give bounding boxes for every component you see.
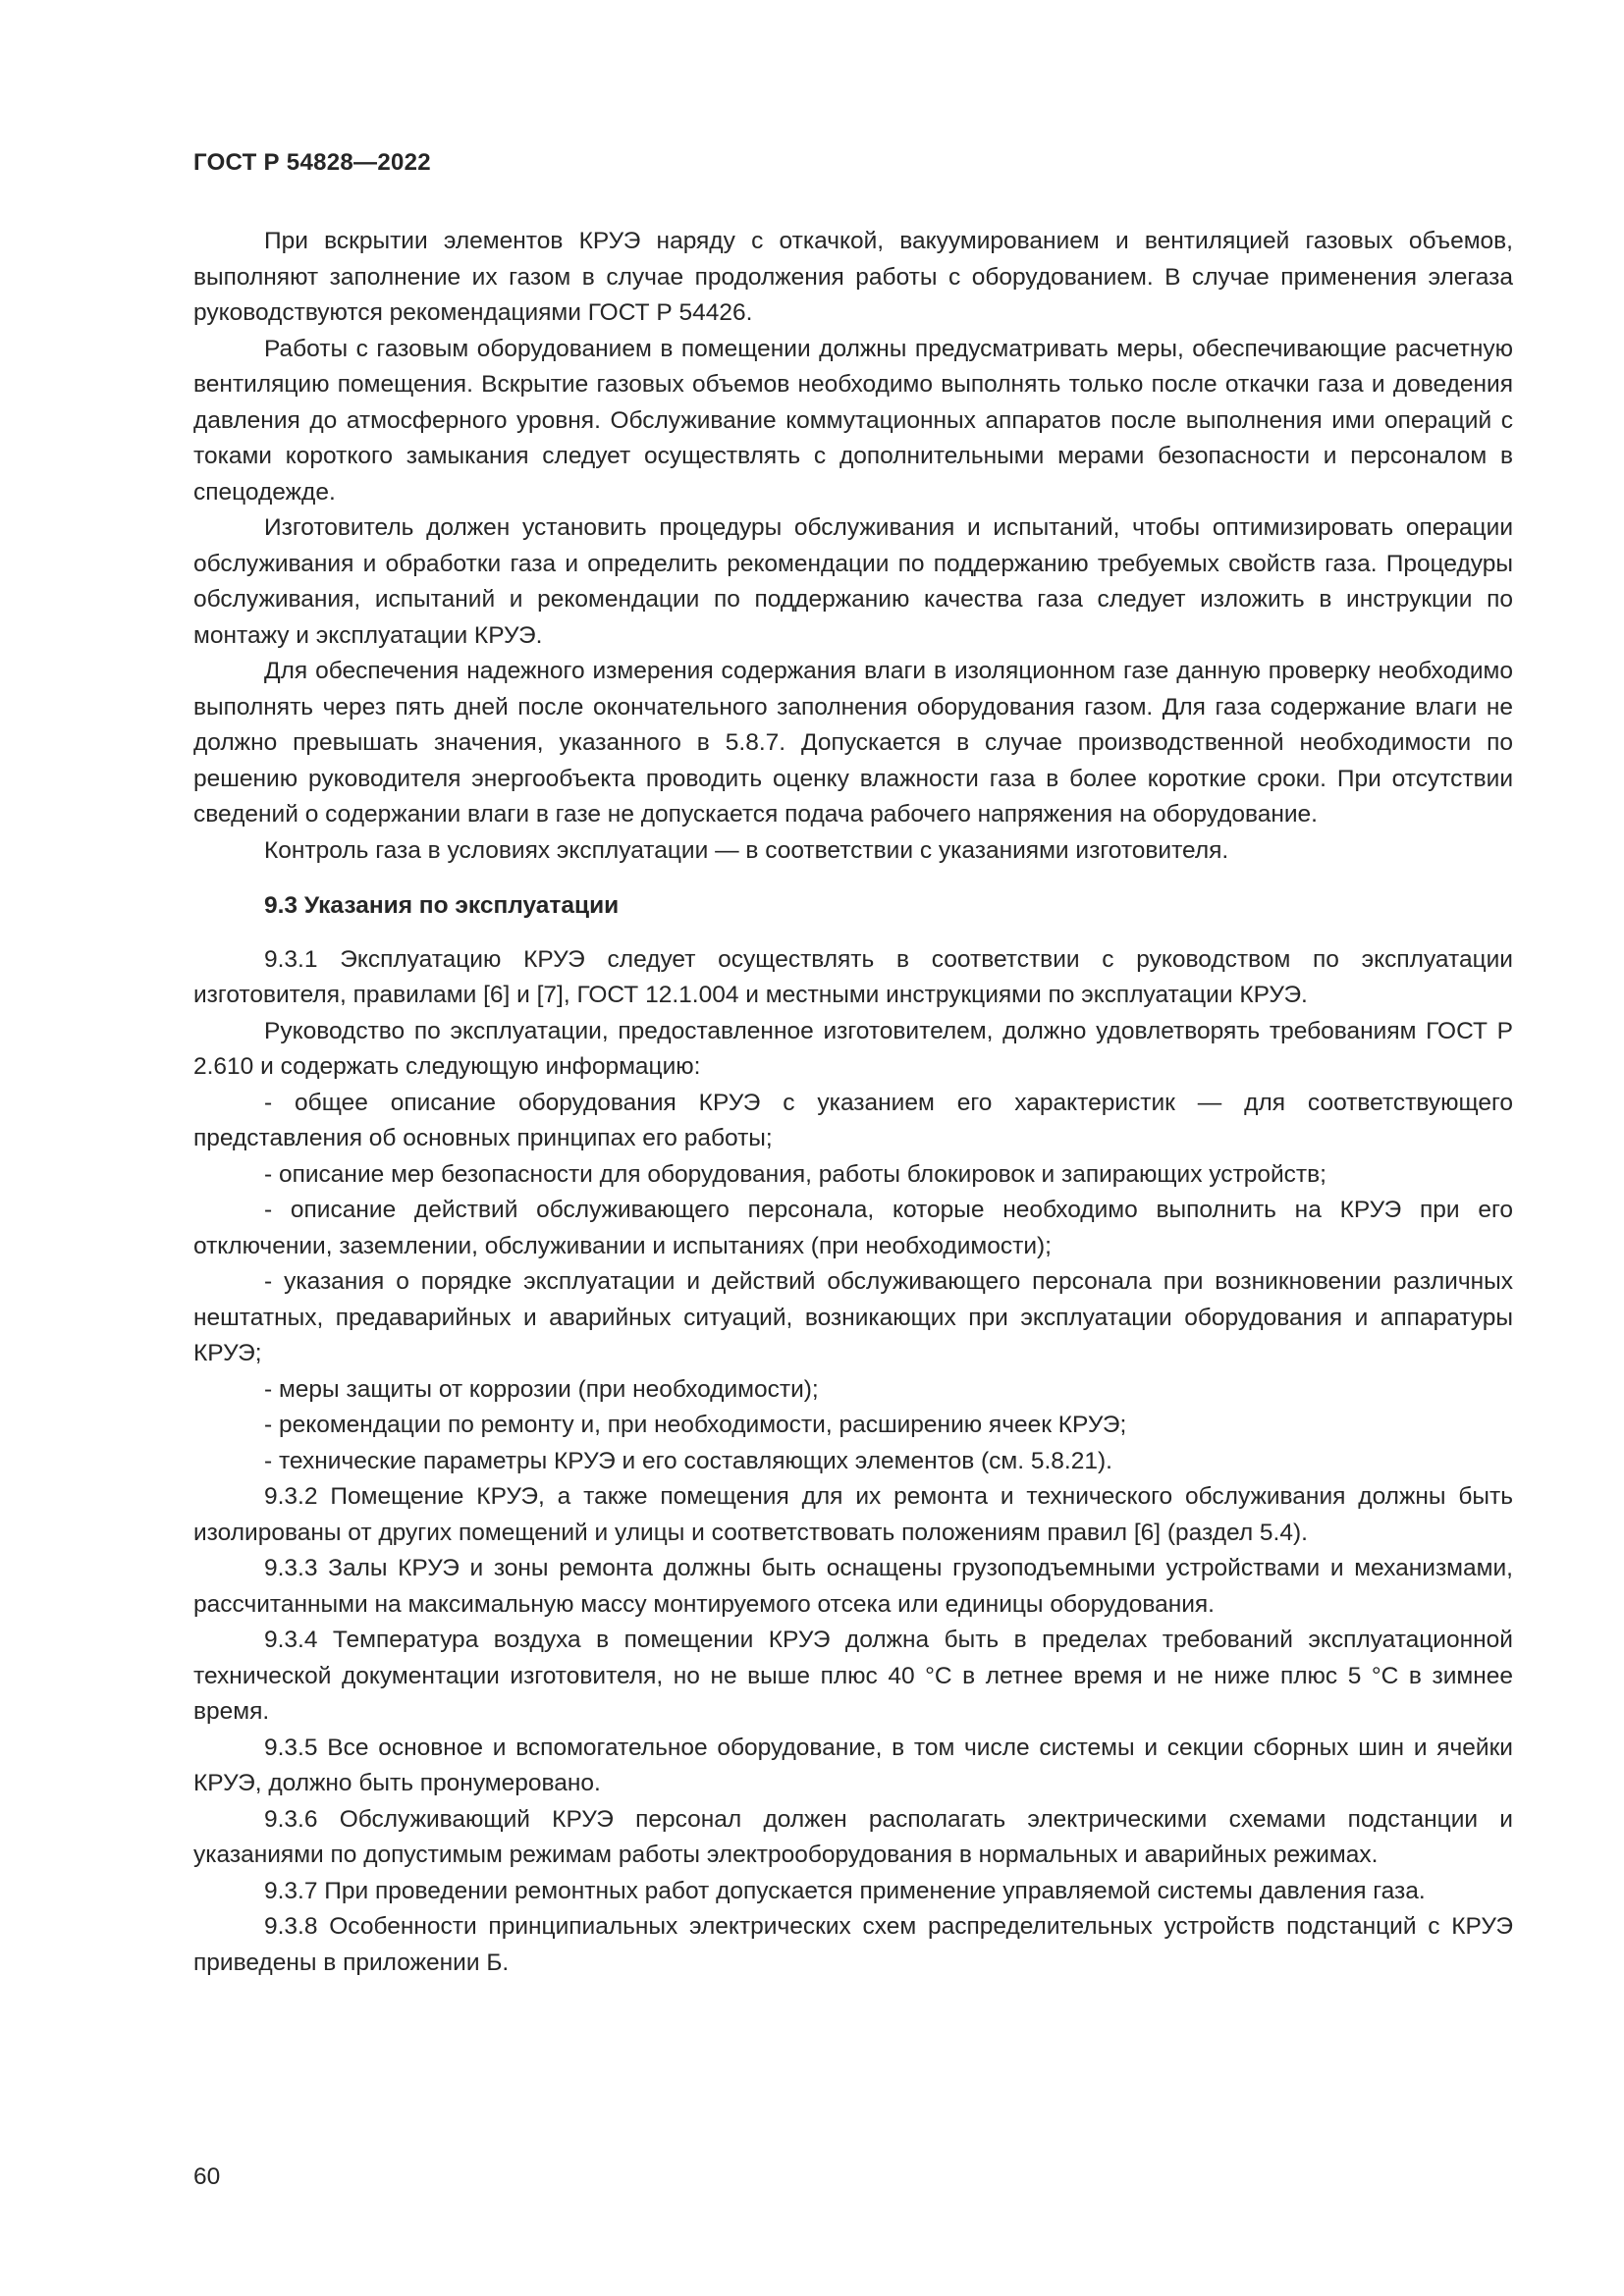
paragraph: Изготовитель должен установить процедуры обслуживания и испытаний, чтобы оптимизировать операции обслуживания и обработки газа и определить рекомендации по поддержанию требуемых свойств газа. Процедуры обслуживания, испытаний и рекомендации по поддержанию качества газа следует изложить в инструкции по монтажу и эксплуатации КРУЭ. (193, 514, 1513, 649)
document-header: ГОСТ Р 54828—2022 (193, 149, 431, 176)
section-heading: 9.3 Указания по эксплуатации (264, 892, 620, 919)
paragraph: 9.3.2 Помещение КРУЭ, а также помещения для их ремонта и технического обслуживания должны быть изолированы от других помещений и улицы и соответствовать положениям правил [6] (раздел 5.4). (193, 1483, 1513, 1546)
paragraph: Руководство по эксплуатации, предоставленное изготовителем, должно удовлетворять требованиям ГОСТ Р 2.610 и содержать следующую информацию: (193, 1017, 1513, 1080)
page-number: 60 (193, 2163, 221, 2190)
paragraph: 9.3.8 Особенности принципиальных электрических схем распределительных устройств подстанций с КРУЭ приведены в приложении Б. (193, 1913, 1513, 1976)
paragraph: При вскрытии элементов КРУЭ наряду с откачкой, вакуумированием и вентиляцией газовых объемов, выполняют заполнение их газом в случае продолжения работы с оборудованием. В случае применения элегаза руководствуются рекомендациями ГОСТ Р 54426. (193, 228, 1513, 326)
paragraph: 9.3.1 Эксплуатацию КРУЭ следует осуществлять в соответствии с руководством по эксплуатации изготовителя, правилами [6] и [7], ГОСТ 12.1.004 и местными инструкциями по эксплуатации КРУЭ. (193, 945, 1513, 1008)
list-item: - указания о порядке эксплуатации и действий обслуживающего персонала при возникновении различных нештатных, предаварийных и аварийных ситуаций, возникающих при эксплуатации оборудования и аппаратуры КРУЭ; (193, 1268, 1513, 1366)
list-item: - рекомендации по ремонту и, при необходимости, расширению ячеек КРУЭ; (264, 1412, 1127, 1438)
paragraph: 9.3.5 Все основное и вспомогательное оборудование, в том числе системы и секции сборных шин и ячейки КРУЭ, должно быть пронумеровано. (193, 1734, 1513, 1796)
paragraph: 9.3.3 Залы КРУЭ и зоны ремонта должны быть оснащены грузоподъемными устройствами и механизмами, рассчитанными на максимальную массу монтируемого отсека или единицы оборудования. (193, 1555, 1513, 1618)
list-item: - технические параметры КРУЭ и его составляющих элементов (см. 5.8.21). (264, 1447, 1112, 1474)
paragraph: Контроль газа в условиях эксплуатации — в соответствии с указаниями изготовителя. (264, 836, 1229, 864)
list-item: - описание мер безопасности для оборудования, работы блокировок и запирающих устройств; (264, 1160, 1326, 1188)
list-item: - общее описание оборудования КРУЭ с указанием его характеристик — для соответствующего представления об основных принципах его работы; (193, 1089, 1513, 1151)
paragraph: 9.3.6 Обслуживающий КРУЭ персонал должен располагать электрическими схемами подстанции и указаниями по допустимым режимам работы электрооборудования в нормальных и аварийных режимах. (193, 1805, 1513, 1868)
paragraph: Для обеспечения надежного измерения содержания влаги в изоляционном газе данную проверку необходимо выполнять через пять дней после окончательного заполнения оборудования газом. Для газа содержание влаги не должно превышать значения, указанного в 5.8.7. Допускается в случае производственной необходимости по решению руководителя энергообъекта проводить оценку влажности газа в более короткие сроки. При отсутствии сведений о содержании влаги в газе не допускается подача рабочего напряжения на оборудование. (193, 658, 1513, 828)
paragraph: 9.3.7 При проведении ремонтных работ допускается применение управляемой системы давления газа. (264, 1877, 1426, 1904)
paragraph: Работы с газовым оборудованием в помещении должны предусматривать меры, обеспечивающие расчетную вентиляцию помещения. Вскрытие газовых объемов необходимо выполнять только после откачки газа и доведения давления до атмосферного уровня. Обслуживание коммутационных аппаратов после выполнения ими операций с токами короткого замыкания следует осуществлять с дополнительными мерами безопасности и персоналом в спецодежде. (193, 335, 1513, 506)
paragraph: 9.3.4 Температура воздуха в помещении КРУЭ должна быть в пределах требований эксплуатационной технической документации изготовителя, но не выше плюс 40 °C в летнее время и не ниже плюс 5 °C в зимнее время. (193, 1627, 1513, 1725)
list-item: - меры защиты от коррозии (при необходимости); (264, 1375, 819, 1403)
list-item: - описание действий обслуживающего персонала, которые необходимо выполнить на КРУЭ при его отключении, заземлении, обслуживании и испытаниях (при необходимости); (193, 1197, 1513, 1259)
document-body (193, 224, 1513, 1981)
